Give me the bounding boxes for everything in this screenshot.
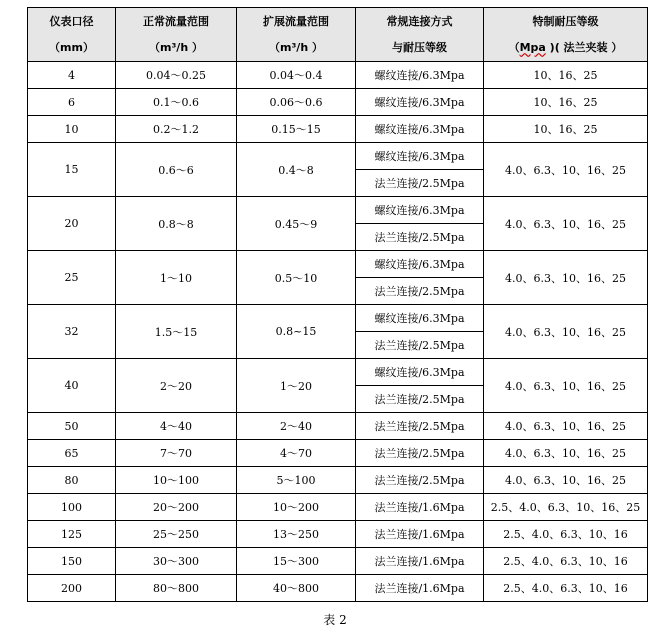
cell-connection: 法兰连接/2.5Mpa [356,386,484,413]
cell-connection: 螺纹连接/6.3Mpa [356,143,484,170]
table-row [28,440,648,467]
cell-extended-flow: 10～200 [237,494,356,521]
cell-bore-size: 125 [28,521,116,548]
cell-normal-flow: 1.5～15 [116,305,237,359]
cell-bore-size: 10 [28,116,116,143]
cell-special-pressure: 4.0、6.3、10、16、25 [484,467,648,494]
cell-connection: 法兰连接/2.5Mpa [356,332,484,359]
cell-special-pressure: 2.5、4.0、6.3、10、16 [484,548,648,575]
table-body [28,62,648,602]
table-row [28,305,648,332]
cell-normal-flow: 10～100 [116,467,237,494]
cell-connection: 法兰连接/1.6Mpa [356,494,484,521]
header-normal-flow-range: 正常流量范围 （m³/h ） [116,8,237,62]
cell-normal-flow: 30～300 [116,548,237,575]
cell-normal-flow: 4～40 [116,413,237,440]
table-row [28,62,648,89]
cell-connection: 法兰连接/1.6Mpa [356,521,484,548]
cell-special-pressure: 4.0、6.3、10、16、25 [484,197,648,251]
cell-extended-flow: 5～100 [237,467,356,494]
cell-connection: 法兰连接/2.5Mpa [356,278,484,305]
cell-connection: 法兰连接/2.5Mpa [356,440,484,467]
cell-normal-flow: 20～200 [116,494,237,521]
cell-bore-size: 80 [28,467,116,494]
spellcheck-underline: Mpa [519,40,546,54]
header-connection-pressure: 常规连接方式 与耐压等级 [356,8,484,62]
cell-extended-flow: 0.06～0.6 [237,89,356,116]
cell-special-pressure: 2.5、4.0、6.3、10、16 [484,575,648,602]
cell-bore-size: 4 [28,62,116,89]
cell-special-pressure: 4.0、6.3、10、16、25 [484,251,648,305]
cell-special-pressure: 2.5、4.0、6.3、10、16 [484,521,648,548]
cell-extended-flow: 15～300 [237,548,356,575]
cell-normal-flow: 2～20 [116,359,237,413]
cell-special-pressure: 4.0、6.3、10、16、25 [484,440,648,467]
cell-extended-flow: 0.15～15 [237,116,356,143]
cell-special-pressure: 4.0、6.3、10、16、25 [484,359,648,413]
cell-special-pressure: 10、16、25 [484,89,648,116]
cell-extended-flow: 0.04～0.4 [237,62,356,89]
cell-bore-size: 200 [28,575,116,602]
cell-connection: 螺纹连接/6.3Mpa [356,62,484,89]
header-extended-flow-range: 扩展流量范围 （m³/h ） [237,8,356,62]
cell-connection: 螺纹连接/6.3Mpa [356,197,484,224]
cell-connection: 法兰连接/2.5Mpa [356,413,484,440]
cell-connection: 螺纹连接/6.3Mpa [356,359,484,386]
cell-normal-flow: 25～250 [116,521,237,548]
cell-extended-flow: 4～70 [237,440,356,467]
table-row [28,494,648,521]
cell-bore-size: 150 [28,548,116,575]
cell-extended-flow: 40～800 [237,575,356,602]
cell-bore-size: 6 [28,89,116,116]
table-row [28,521,648,548]
cell-connection: 法兰连接/2.5Mpa [356,170,484,197]
header-special-pressure-rating: 特制耐压等级 （Mpa )( 法兰夹装 ） [484,8,648,62]
cell-bore-size: 15 [28,143,116,197]
cell-extended-flow: 1～20 [237,359,356,413]
cell-connection: 螺纹连接/6.3Mpa [356,305,484,332]
cell-special-pressure: 4.0、6.3、10、16、25 [484,413,648,440]
table-row [28,197,648,224]
table-row [28,575,648,602]
cell-normal-flow: 7～70 [116,440,237,467]
cell-connection: 法兰连接/2.5Mpa [356,467,484,494]
table-row [28,251,648,278]
cell-bore-size: 100 [28,494,116,521]
cell-bore-size: 20 [28,197,116,251]
cell-extended-flow: 0.45～9 [237,197,356,251]
cell-bore-size: 50 [28,413,116,440]
cell-connection: 法兰连接/1.6Mpa [356,548,484,575]
cell-bore-size: 65 [28,440,116,467]
table-row [28,413,648,440]
cell-connection: 螺纹连接/6.3Mpa [356,89,484,116]
cell-normal-flow: 0.6～6 [116,143,237,197]
cell-special-pressure: 10、16、25 [484,116,648,143]
table-row [28,89,648,116]
cell-extended-flow: 0.8~15 [237,305,356,359]
table-row [28,116,648,143]
table-row [28,467,648,494]
cell-connection: 螺纹连接/6.3Mpa [356,251,484,278]
flow-meter-spec-table [27,7,648,602]
cell-normal-flow: 0.1～0.6 [116,89,237,116]
cell-normal-flow: 1～10 [116,251,237,305]
cell-special-pressure: 10、16、25 [484,62,648,89]
cell-extended-flow: 2～40 [237,413,356,440]
table-caption: 表 2 [323,613,347,627]
cell-special-pressure: 2.5、4.0、6.3、10、16、25 [484,494,648,521]
table-row [28,548,648,575]
header-bore-size: 仪表口径 （mm） [28,8,116,62]
cell-bore-size: 25 [28,251,116,305]
cell-normal-flow: 0.04～0.25 [116,62,237,89]
table-row [28,143,648,170]
cell-normal-flow: 0.2～1.2 [116,116,237,143]
cell-extended-flow: 0.4～8 [237,143,356,197]
cell-connection: 螺纹连接/6.3Mpa [356,116,484,143]
cell-special-pressure: 4.0、6.3、10、16、25 [484,143,648,197]
cell-connection: 法兰连接/1.6Mpa [356,575,484,602]
cell-extended-flow: 0.5～10 [237,251,356,305]
table-header [28,8,648,62]
cell-connection: 法兰连接/2.5Mpa [356,224,484,251]
cell-extended-flow: 13～250 [237,521,356,548]
table-row [28,359,648,386]
cell-bore-size: 32 [28,305,116,359]
cell-bore-size: 40 [28,359,116,413]
cell-special-pressure: 4.0、6.3、10、16、25 [484,305,648,359]
cell-normal-flow: 80～800 [116,575,237,602]
cell-normal-flow: 0.8～8 [116,197,237,251]
